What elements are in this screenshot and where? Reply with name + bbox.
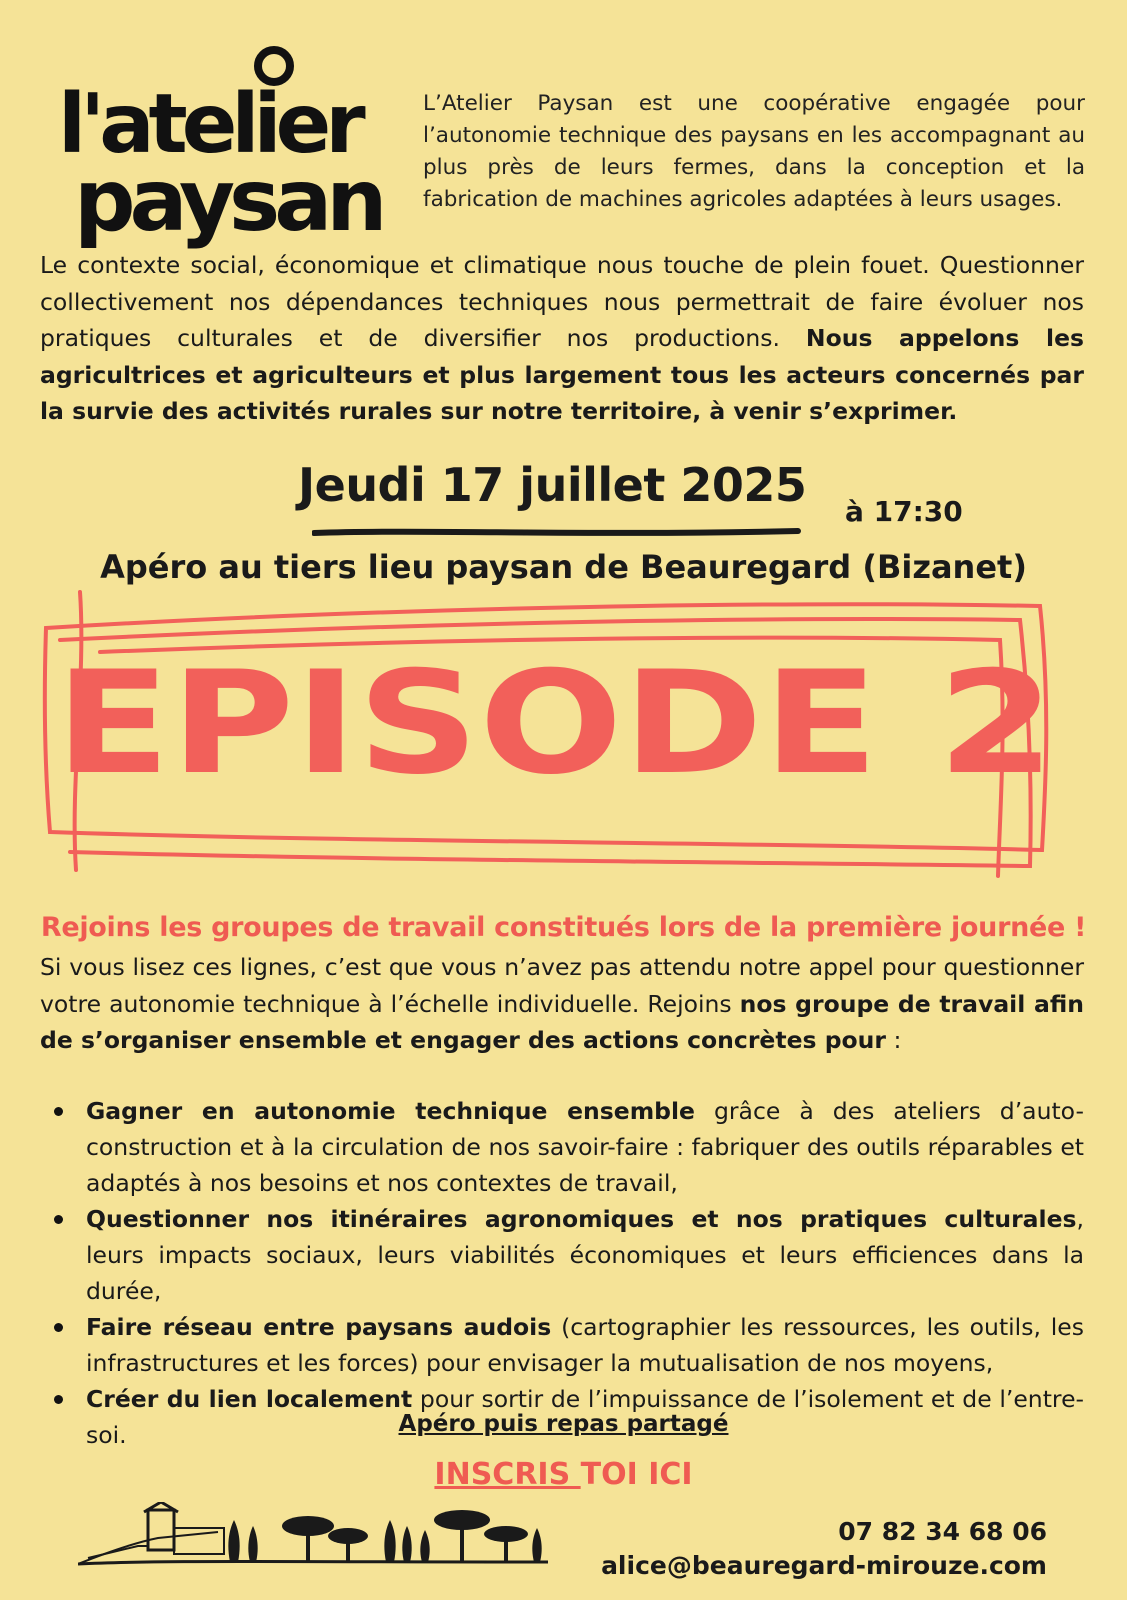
contact-email[interactable]: alice@beauregard-mirouze.com [601, 1551, 1047, 1580]
invite-text: Si vous lisez ces lignes, c’est que vous n’avez pas attendu notre appel pour questionner votre autonomie technique à l’échelle individuelle. Rejoins [40, 953, 1084, 1018]
bullet-bold: Faire réseau entre paysans audois [86, 1313, 552, 1341]
event-date: Jeudi 17 juillet 2025 [298, 458, 807, 512]
bullet-icon [54, 1395, 63, 1404]
rejoins-heading: Rejoins les groupes de travail constitués lors de la première journée ! [40, 912, 1087, 943]
atelier-paysan-logo [58, 40, 388, 250]
context-text: Le contexte social, économique et climatique nous touche de plein fouet. Questionner collectivement nos dépendances techniques nous permettrait de faire évoluer nos pratiques culturales et de diversifier nos productions. [40, 251, 1084, 352]
action-list [40, 1093, 1084, 1453]
episode-stamp [40, 580, 1070, 890]
intro-paragraph: L’Atelier Paysan est une coopérative engagée pour l’autonomie technique des paysans en les accompagnant au plus près de leurs fermes, dans la conception et la fabrication de machines agricoles adaptées à leurs usages. [423, 91, 1085, 212]
list-item [40, 1309, 1084, 1381]
event-venue: Apéro au tiers lieu paysan de Beauregard (Bizanet) [100, 548, 1027, 586]
bullet-bold: Questionner nos itinéraires agronomiques et nos pratiques culturales [86, 1205, 1077, 1233]
cypress-4 [402, 1526, 411, 1562]
invite-tail: : [886, 1026, 902, 1054]
cypress-1 [228, 1520, 239, 1562]
context-call: Nous appelons les agricultrices et agriculteurs et plus largement tous les acteurs concernés par la survie des activités rurales sur notre territoire, à venir s’exprimer. [40, 324, 1084, 425]
bullet-bold: Créer du lien localement [86, 1385, 413, 1413]
register-link[interactable] [0, 1457, 1127, 1492]
cypress-5 [420, 1530, 429, 1562]
list-item [40, 1201, 1084, 1309]
cypress-2 [248, 1526, 257, 1562]
list-item [40, 1093, 1084, 1201]
village-landscape-illustration [78, 1502, 558, 1574]
cypress-6 [532, 1528, 541, 1562]
bullet-text: pour sortir de l’impuissance de l’isolement et de l’entre-soi. [86, 1385, 1085, 1449]
bullet-icon [54, 1323, 63, 1332]
bullet-icon [54, 1107, 63, 1116]
register-link-underlined[interactable]: INSCRIS [434, 1457, 581, 1492]
bullet-bold: Gagner en autonomie technique ensemble [86, 1097, 695, 1125]
apero-note: Apéro puis repas partagé [398, 1411, 729, 1437]
bullet-text: grâce à des ateliers d’auto-construction et à la circulation de nos savoir-faire : fabriquer des outils réparables et adaptés à nos besoins et nos contextes de travail, [86, 1097, 1084, 1197]
logo-line-2: paysan [74, 151, 382, 251]
context-paragraph [40, 247, 1084, 430]
invite-bold: nos groupe de travail afin de s’organiser ensemble et engager des actions concrètes pour [40, 989, 1084, 1054]
date-underline [312, 526, 802, 540]
register-link-rest[interactable]: TOI ICI [580, 1457, 693, 1492]
stamp-text: EPISODE 2 [55, 641, 1055, 806]
contact-phone[interactable]: 07 82 34 68 06 [838, 1517, 1047, 1546]
bullet-text: , leurs impacts sociaux, leurs viabilités économiques et leurs efficiences dans la durée, [86, 1205, 1084, 1305]
logo-line-1: l'atelier [58, 77, 360, 172]
bullet-text: (cartographier les ressources, les outils, les infrastructures et les forces) pour envisager la mutualisation de nos moyens, [86, 1313, 1084, 1377]
castle-tower [148, 1510, 174, 1550]
cypress-3 [384, 1520, 395, 1562]
bullet-icon [54, 1215, 63, 1224]
event-time: à 17:30 [845, 495, 963, 528]
invite-paragraph [40, 949, 1084, 1059]
